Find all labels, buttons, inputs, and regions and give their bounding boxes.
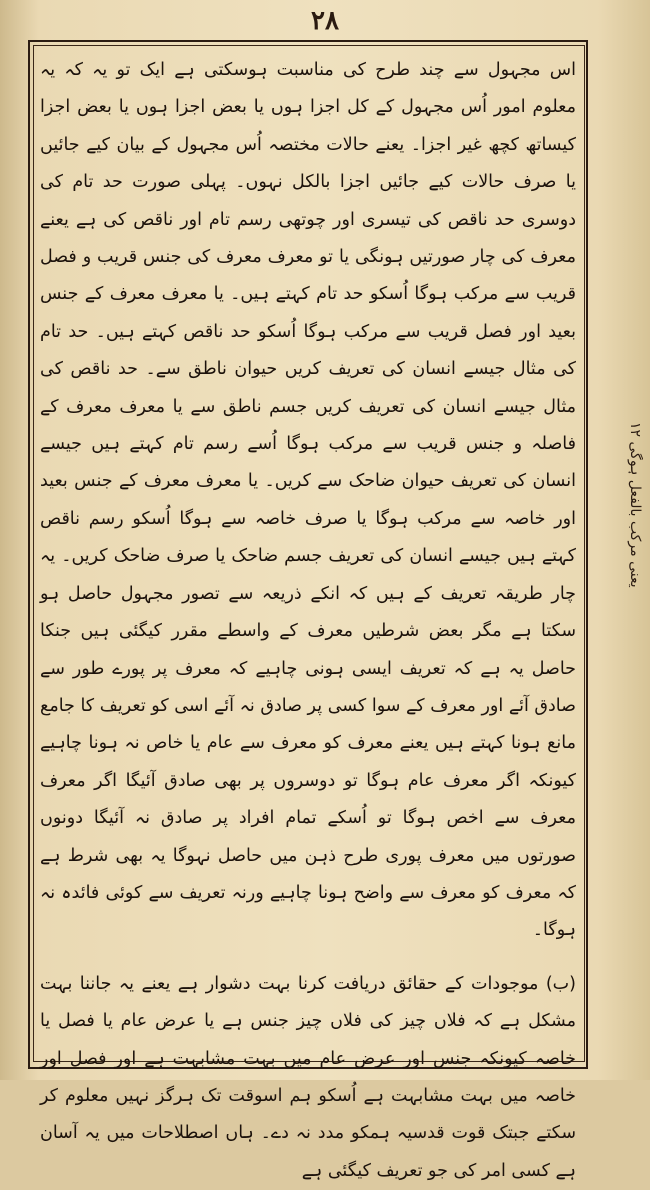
page-number: ۲۸ bbox=[311, 6, 339, 36]
paragraph-1: اس مجہول سے چند طرح کی مناسبت ہوسکتی ہے ایک تو یہ کہ یہ معلوم امور اُس مجہول کے کل اجزا ہوں یا بعض اجزا ہوں یا بعض اجزا کیساتھ کچھ غیر اجزا۔ یعنے حالات مختصہ اُس مجہول کے بیان کیے جائیں یا صرف حالات کیے جائیں اجزا بالکل نہوں۔ پہلی صورت حد تام کی دوسری حد ناقص کی تیسری اور چوتھی رسم تام اور ناقص کی ہے یعنے معرف کی چار صورتیں ہونگی یا تو معرف معرف کی جنس قریب و فصل قریب سے مرکب ہوگا اُسکو حد تام کہتے ہیں۔ یا معرف معرف کے جنس بعید اور فصل قریب سے مرکب ہوگا اُسکو حد ناقص کہتے ہیں۔ حد تام کی مثال جیسے انسان کی تعریف کریں حیوان ناطق سے۔ حد ناقص کی مثال جیسے انسان کی تعریف کریں جسم ناطق سے یا معرف معرف کے فاصلہ و جنس قریب سے مرکب ہوگا اُسے رسم تام کہتے ہیں جیسے انسان کی تعریف حیوان ضاحک سے کریں۔ یا معرف معرف کے جنس بعید اور خاصہ سے مرکب ہوگا یا صرف خاصہ سے ہوگا اُسکو رسم ناقص کہتے ہیں جیسے انسان کی تعریف جسم ضاحک یا صرف ضاحک کریں۔ یہ چار طریقہ تعریف کے ہیں کہ انکے ذریعہ سے تصور مجہول حاصل ہو سکتا ہے مگر بعض شرطیں معرف کے واسطے مقرر کیگئی ہیں جنکا حاصل یہ ہے کہ تعریف ایسی ہونی چاہیے کہ معرف پر پورے طور سے صادق آئے اور معرف کے سوا کسی پر صادق نہ آئے اسی کو تعریف کا جامع مانع ہونا کہتے ہیں یعنے معرف کو معرف سے عام یا خاص نہ ہونا چاہیے کیونکہ اگر معرف عام ہوگا تو دوسروں پر بھی صادق آئیگا اگر معرف معرف سے اخص ہوگا تو اُسکے تمام افراد پر صادق نہ آئیگا دونوں صورتوں میں معرف پوری طرح ذہن میں حاصل نہوگا یہ بھی شرط ہے کہ معرف کو معرف سے واضح ہونا چاہیے ورنہ تعریف سے کوئی فائدہ نہ ہوگا۔ bbox=[40, 60, 576, 941]
paragraph-2: (ب) موجودات کے حقائق دریافت کرنا بہت دشوار ہے یعنے یہ جاننا بہت مشکل ہے کہ فلاں چیز کی فلاں چیز جنس ہے یا عرض عام یا فصل یا خاصہ کیونکہ جنس اور عرض عام میں بہت مشابہت ہے اور فصل اور خاصہ میں بہت مشابہت ہے اُسکو ہم اسوقت تک ہرگز نہیں معلوم کر سکتے جبتک قوت قدسیہ ہمکو مدد نہ دے۔ ہاں اصطلاحات میں یہ آسان ہے کسی امر کی جو تعریف کیگئی ہے bbox=[40, 973, 576, 1181]
margin-note: یعنی مرکب بالفعل ہوگی ۱۲ bbox=[627, 422, 643, 588]
body-text bbox=[40, 52, 576, 1181]
